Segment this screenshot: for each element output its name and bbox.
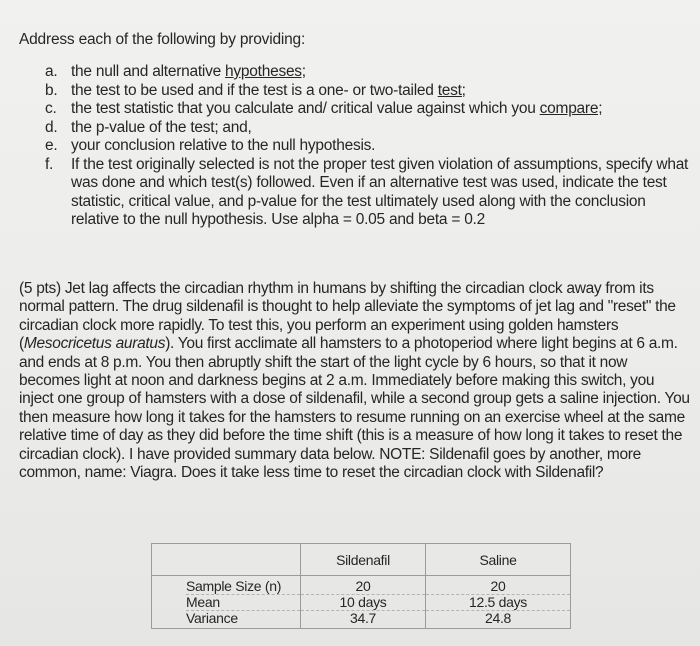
list-item	[45, 82, 690, 101]
saline-variance: 24.8	[484, 609, 512, 626]
list-item	[45, 63, 690, 82]
underlined-text: hypotheses;	[225, 63, 306, 80]
row-labels-cell	[152, 576, 301, 629]
underlined-text: compare;	[539, 100, 603, 117]
sildenafil-variance: 34.7	[349, 609, 377, 626]
sildenafil-mean: 10 days	[301, 595, 425, 611]
species-name: Mesocricetus auratus	[23, 335, 166, 353]
list-item-text: the null and alternative hypotheses;	[71, 63, 306, 80]
list-marker: d.	[45, 118, 58, 136]
row-label-mean: Mean	[186, 595, 300, 611]
list-item	[45, 137, 690, 156]
underlined-text: test;	[437, 81, 466, 99]
saline-sample-size: 20	[426, 579, 570, 595]
list-item-text: If the test originally selected is not the proper test given violation of assumptions, specify what was done and which test(s) followed. Even if an alternative test was used, indicate the test statistic, critical value, and p-value for the test ultimately used along with the conclusion relative to the null hypothesis. Use alpha = 0.05 and beta = 0.2	[71, 155, 689, 228]
table-header-saline: Saline	[426, 544, 571, 576]
table-header-sildenafil: Sildenafil	[301, 544, 426, 576]
sildenafil-sample-size: 20	[301, 579, 425, 595]
list-item	[45, 100, 690, 119]
list-item-text: the p-value of the test; and,	[71, 118, 252, 136]
table-row	[152, 576, 571, 629]
instruction-list	[45, 63, 690, 230]
instructions-intro: Address each of the following by providing:	[19, 31, 306, 48]
summary-data-table	[151, 543, 571, 629]
list-item	[45, 156, 690, 230]
row-label-variance: Variance	[186, 609, 238, 626]
list-marker: c.	[45, 100, 57, 117]
table-header-row	[152, 544, 571, 576]
saline-mean: 12.5 days	[426, 595, 570, 611]
list-marker: a.	[45, 63, 58, 80]
list-marker: b.	[45, 81, 58, 99]
list-item-text: the test statistic that you calculate and/ critical value against which you compare;	[71, 100, 603, 117]
list-item-text: the test to be used and if the test is a one- or two-tailed test;	[71, 81, 466, 99]
sildenafil-values-cell	[301, 576, 426, 629]
problem-statement: (5 pts) Jet lag affects the circadian rhythm in humans by shifting the circadian clock away from its normal pattern. The drug sildenafil is thought to help alleviate the symptoms of jet lag and "reset" the circadian clock more rapidly. To test this, you perform an experiment using golden hamsters (Mesocricetus auratus). You first acclimate all hamsters to a photoperiod where light begins at 6 a.m. and ends at 8 p.m. You then abruptly shift the start of the light cycle by 6 hours, so that it now becomes light at noon and darkness begins at 2 a.m. Immediately before making this switch, you inject one group of hamsters with a dose of sildenafil, while a second group gets a saline injection. You then measure how long it takes for the hamsters to resume running on an exercise wheel at the same relative time of day as they did before the time shift (this is a measure of how long it takes to reset the circadian clock). I have provided summary data below. NOTE: Sildenafil goes by another, more common, name: Viagra. Does it take less time to reset the circadian clock with Sildenafil?	[19, 280, 690, 482]
list-item-text: your conclusion relative to the null hypothesis.	[71, 137, 376, 154]
list-marker: f.	[45, 155, 54, 173]
list-marker: e.	[45, 137, 58, 154]
saline-values-cell	[426, 576, 571, 629]
row-label-sample-size: Sample Size (n)	[186, 579, 300, 595]
list-item	[45, 119, 690, 138]
table-header-empty	[152, 544, 301, 576]
